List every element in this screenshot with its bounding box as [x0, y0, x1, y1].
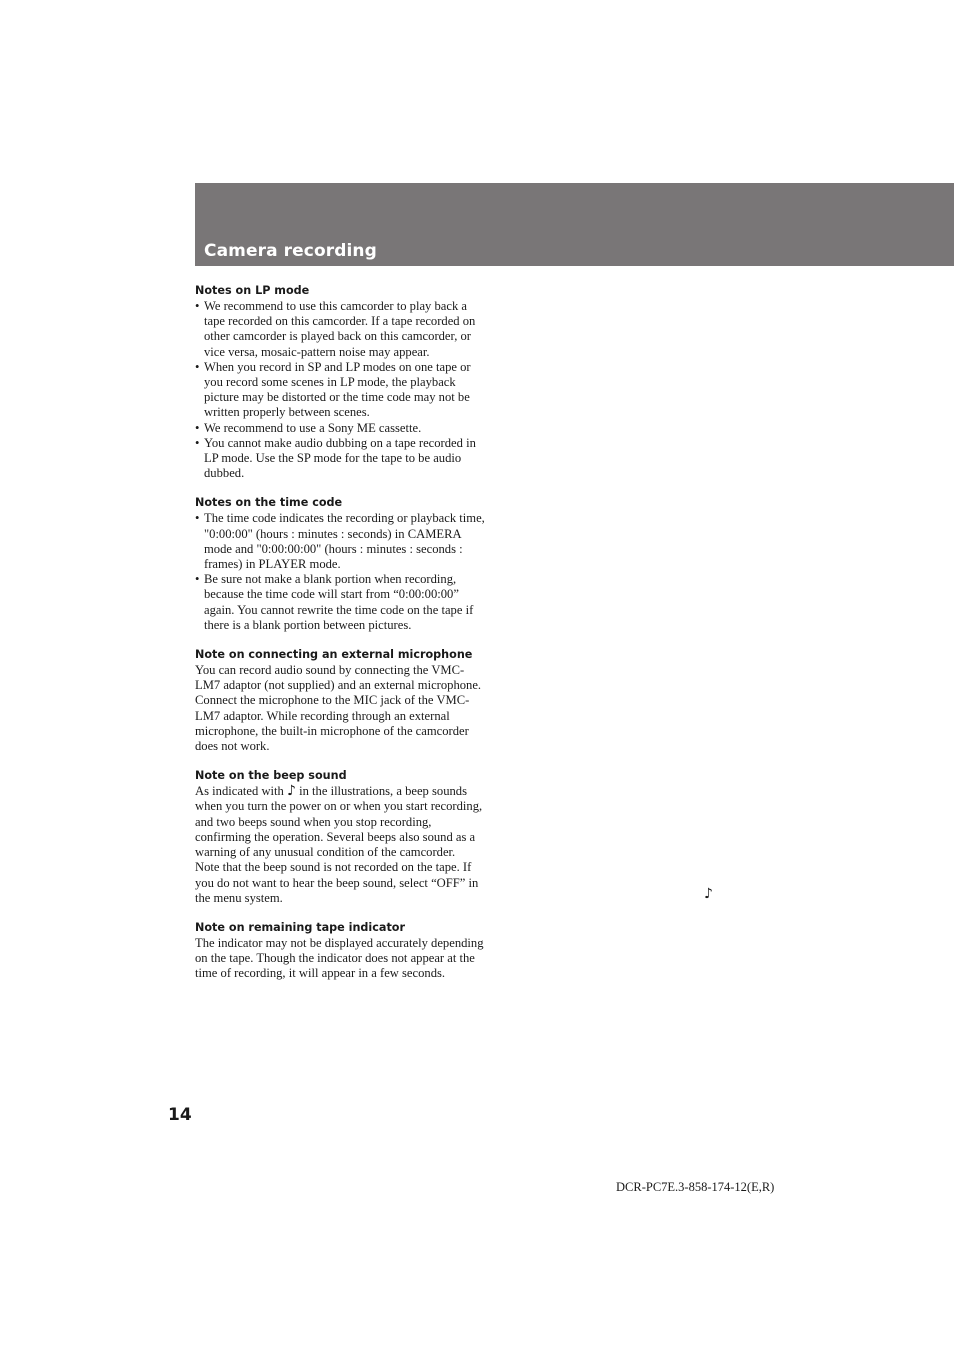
bullet-item: • Be sure not make a blank portion when recording, because the time code will start from “0:00:00:00” again. You cannot rewrite the time code on the tape if there is a blank portion between pictures.	[195, 572, 485, 633]
section-remaining-tape	[195, 920, 485, 982]
section-lp-mode	[195, 283, 485, 481]
content-column	[195, 283, 485, 996]
bullet-item: • The time code indicates the recording or playback time, "0:00:00" (hours : minutes : seconds) in CAMERA mode and "0:00:00:00" (hours : minutes : seconds : frames) in PLAYER mode.	[195, 511, 485, 572]
paragraph-text: in the illustrations, a beep sounds when you turn the power on or when you start recording, and two beeps sound when you stop recording, confirming the operation. Several beeps also sound as a warning of any unusual condition of the camcorder.	[195, 784, 483, 860]
music-note-icon: ♪	[287, 783, 296, 800]
bullet-list	[195, 511, 485, 633]
paragraph	[195, 784, 485, 860]
bullet-list	[195, 299, 485, 481]
section-header-band	[195, 183, 954, 266]
bullet-item: • We recommend to use a Sony ME cassette.	[195, 421, 485, 436]
section-heading: Note on the beep sound	[195, 769, 347, 783]
paragraph: The indicator may not be displayed accurately depending on the tape. Though the indicator does not appear at the time of recording, it will appear in a few seconds.	[195, 935, 484, 981]
section-heading: Notes on the time code	[195, 496, 343, 510]
bullet-item: • We recommend to use this camcorder to play back a tape recorded on this camcorder. If a tape recorded on other camcorder is played back on this camcorder, or vice versa, mosaic-pattern noise may appear.	[195, 299, 485, 360]
page-title: Camera recording	[204, 241, 377, 261]
paragraph: Note that the beep sound is not recorded on the tape. If you do not want to hear the beep sound, select “OFF” in the menu system.	[195, 860, 479, 905]
section-heading: Notes on LP mode	[195, 284, 310, 297]
page-number: 14	[168, 1105, 192, 1125]
music-note-icon: ♪	[704, 886, 713, 902]
section-external-microphone	[195, 647, 485, 754]
document-code: DCR-PC7E.3-858-174-12(E,R)	[616, 1180, 775, 1194]
section-beep-sound	[195, 768, 485, 906]
paragraph-text: As indicated with	[195, 784, 287, 799]
bullet-item: • When you record in SP and LP modes on one tape or you record some scenes in LP mode, the playback picture may be distorted or the time code may not be written properly between scenes.	[195, 360, 485, 421]
paragraph: You can record audio sound by connecting the VMC-LM7 adaptor (not supplied) and an external microphone. Connect the microphone to the MIC jack of the VMC-LM7 adaptor. While recording through an external microphone, the built-in microphone of the camcorder does not work.	[195, 663, 482, 754]
section-time-code	[195, 495, 485, 633]
bullet-item: • You cannot make audio dubbing on a tape recorded in LP mode. Use the SP mode for the tape to be audio dubbed.	[195, 436, 485, 482]
section-heading: Note on connecting an external microphone	[195, 648, 473, 662]
section-heading: Note on remaining tape indicator	[195, 920, 406, 934]
